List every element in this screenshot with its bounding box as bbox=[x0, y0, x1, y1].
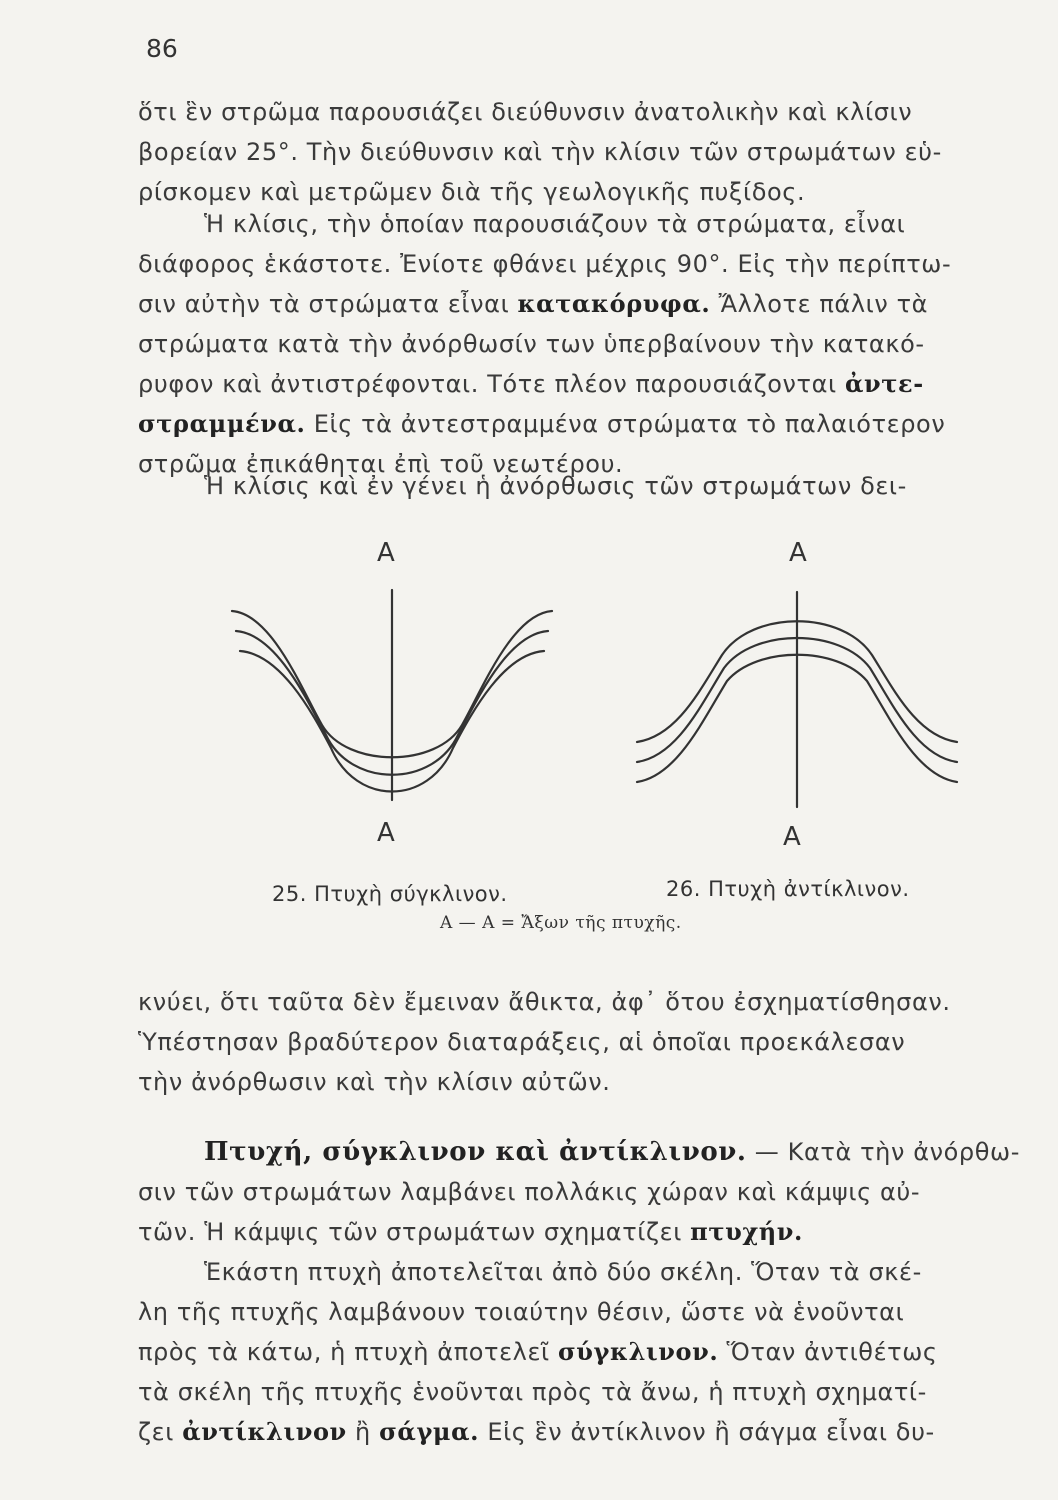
text-line: τὴν ἀνόρθωσιν καὶ τὴν κλίσιν αὐτῶν. bbox=[138, 1068, 611, 1096]
term-saddle: σάγμα. bbox=[379, 1417, 480, 1446]
fold-figure bbox=[0, 530, 1058, 940]
text-line: Ἡ κλίσις καὶ ἐν γένει ἡ ἀνόρθωσις τῶν στρωμάτων δει- bbox=[204, 472, 907, 500]
text-line: βορείαν 25°. Τὴν διεύθυνσιν καὶ τὴν κλίσιν τῶν στρωμάτων εὑ- bbox=[138, 138, 942, 166]
term-vertical: κατακόρυφα. bbox=[517, 289, 711, 318]
section-folds bbox=[138, 1132, 1030, 1452]
term-fold: πτυχήν. bbox=[690, 1217, 803, 1246]
page-number: 86 bbox=[146, 34, 178, 63]
paragraph-dip-angle bbox=[138, 204, 1030, 484]
term-overturned-cont: στραμμένα. bbox=[138, 409, 306, 438]
text-line: Ἑκάστη πτυχὴ ἀποτελεῖται ἀπὸ δύο σκέλη. Ὅταν τὰ σκέ- bbox=[204, 1258, 922, 1286]
text-line: Ἡ κλίσις, τὴν ὁποίαν παρουσιάζουν τὰ στρώματα, εἶναι bbox=[204, 210, 906, 238]
text-line: σιν τῶν στρωμάτων λαμβάνει πολλάκις χώραν καὶ κάμψις αὐ- bbox=[138, 1178, 921, 1206]
paragraph-strike-dip bbox=[138, 92, 1030, 212]
text-line: κνύει, ὅτι ταῦτα δὲν ἔμειναν ἄθικτα, ἀφ᾽ ὅτου ἐσχηματίσθησαν. bbox=[138, 988, 951, 1016]
text-line: Ὑπέστησαν βραδύτερον διαταράξεις, αἱ ὁποῖαι προεκάλεσαν bbox=[138, 1028, 906, 1056]
text-line: Πτυχή, σύγκλινον καὶ ἀντίκλινον. — Κατὰ τὴν ἀνόρθω- bbox=[204, 1137, 1020, 1167]
text-line: διάφορος ἑκάστοτε. Ἐνίοτε φθάνει μέχρις 90°. Εἰς τὴν περίπτω- bbox=[138, 250, 952, 278]
anticline-axis-top-label: A bbox=[789, 538, 808, 568]
text-line: ὅτι ἓν στρῶμα παρουσιάζει διεύθυνσιν ἀνατολικὴν καὶ κλίσιν bbox=[138, 98, 913, 126]
term-syncline: σύγκλινον. bbox=[557, 1337, 719, 1366]
section-heading: Πτυχή, σύγκλινον καὶ ἀντίκλινον. bbox=[204, 1137, 747, 1167]
paragraph-deformation bbox=[138, 466, 1030, 506]
anticline-axis-bottom-label: A bbox=[783, 822, 802, 852]
text-line: σιν αὐτὴν τὰ στρώματα εἶναι κατακόρυφα. Ἄλλοτε πάλιν τὰ bbox=[138, 289, 929, 318]
text-line: τῶν. Ἡ κάμψις τῶν στρωμάτων σχηματίζει πτυχήν. bbox=[138, 1217, 803, 1246]
syncline-axis-top-label: A bbox=[377, 538, 396, 568]
text-line: ρυφον καὶ ἀντιστρέφονται. Τότε πλέον παρουσιάζονται ἀντε- bbox=[138, 369, 924, 398]
text-line: στρῶμα ἐπικάθηται ἐπὶ τοῦ νεωτέρου. bbox=[138, 450, 624, 478]
text-line: ρίσκομεν καὶ μετρῶμεν διὰ τῆς γεωλογικῆς πυξίδος. bbox=[138, 178, 806, 206]
text-line: στρώματα κατὰ τὴν ἀνόρθωσίν των ὑπερβαίνουν τὴν κατακό- bbox=[138, 330, 925, 358]
text-line: λη τῆς πτυχῆς λαμβάνουν τοιαύτην θέσιν, ὥστε νὰ ἑνοῦνται bbox=[138, 1298, 905, 1326]
paragraph-disturbances bbox=[138, 982, 1030, 1102]
syncline-axis-bottom-label: A bbox=[377, 818, 396, 848]
term-anticline: ἀντίκλινον bbox=[182, 1417, 347, 1446]
axis-legend: A — A = Ἄξων τῆς πτυχῆς. bbox=[440, 913, 682, 933]
text-line: πρὸς τὰ κάτω, ἡ πτυχὴ ἀποτελεῖ σύγκλινον. Ὅταν ἀντιθέτως bbox=[138, 1337, 938, 1366]
term-overturned: ἀντε- bbox=[844, 369, 924, 398]
caption-syncline: 25. Πτυχὴ σύγκλινον. bbox=[272, 882, 508, 906]
caption-anticline: 26. Πτυχὴ ἀντίκλινον. bbox=[666, 877, 910, 901]
text-line: ζει ἀντίκλινον ἢ σάγμα. Εἰς ἓν ἀντίκλινον ἢ σάγμα εἶναι δυ- bbox=[138, 1417, 935, 1446]
text-line: τὰ σκέλη τῆς πτυχῆς ἑνοῦνται πρὸς τὰ ἄνω, ἡ πτυχὴ σχηματί- bbox=[138, 1378, 927, 1406]
text-line: στραμμένα. Εἰς τὰ ἀντεστραμμένα στρώματα τὸ παλαιότερον bbox=[138, 409, 946, 438]
